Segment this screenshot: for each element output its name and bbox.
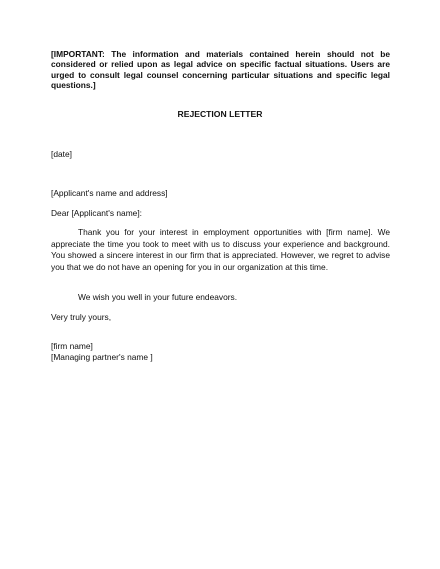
- letter-title: REJECTION LETTER: [177, 109, 263, 119]
- managing-partner-name: [Managing partner's name ]: [51, 352, 153, 362]
- sign-off: Very truly yours,: [51, 312, 112, 322]
- applicant-address: [Applicant's name and address]: [51, 188, 168, 198]
- closing-paragraph: We wish you well in your future endeavors.: [78, 292, 238, 302]
- body-paragraph: Thank you for your interest in employment opportunities with [firm name]. We appreciate the time you took to meet with us to discuss your experience and background. You showed a sincere interest in our firm that is appreciated. However, we regret to advise you that we do not have an opening for you in our organization at this time.: [51, 227, 390, 273]
- firm-name: [firm name]: [51, 341, 93, 351]
- date-placeholder: [date]: [51, 149, 72, 159]
- legal-notice: [IMPORTANT: The information and materials contained herein should not be considered or relied upon as legal advice on specific factual situations. Users are urged to consult legal counsel concerning particular situations and specific legal questions.]: [51, 49, 390, 91]
- salutation: Dear [Applicant's name]:: [51, 208, 142, 218]
